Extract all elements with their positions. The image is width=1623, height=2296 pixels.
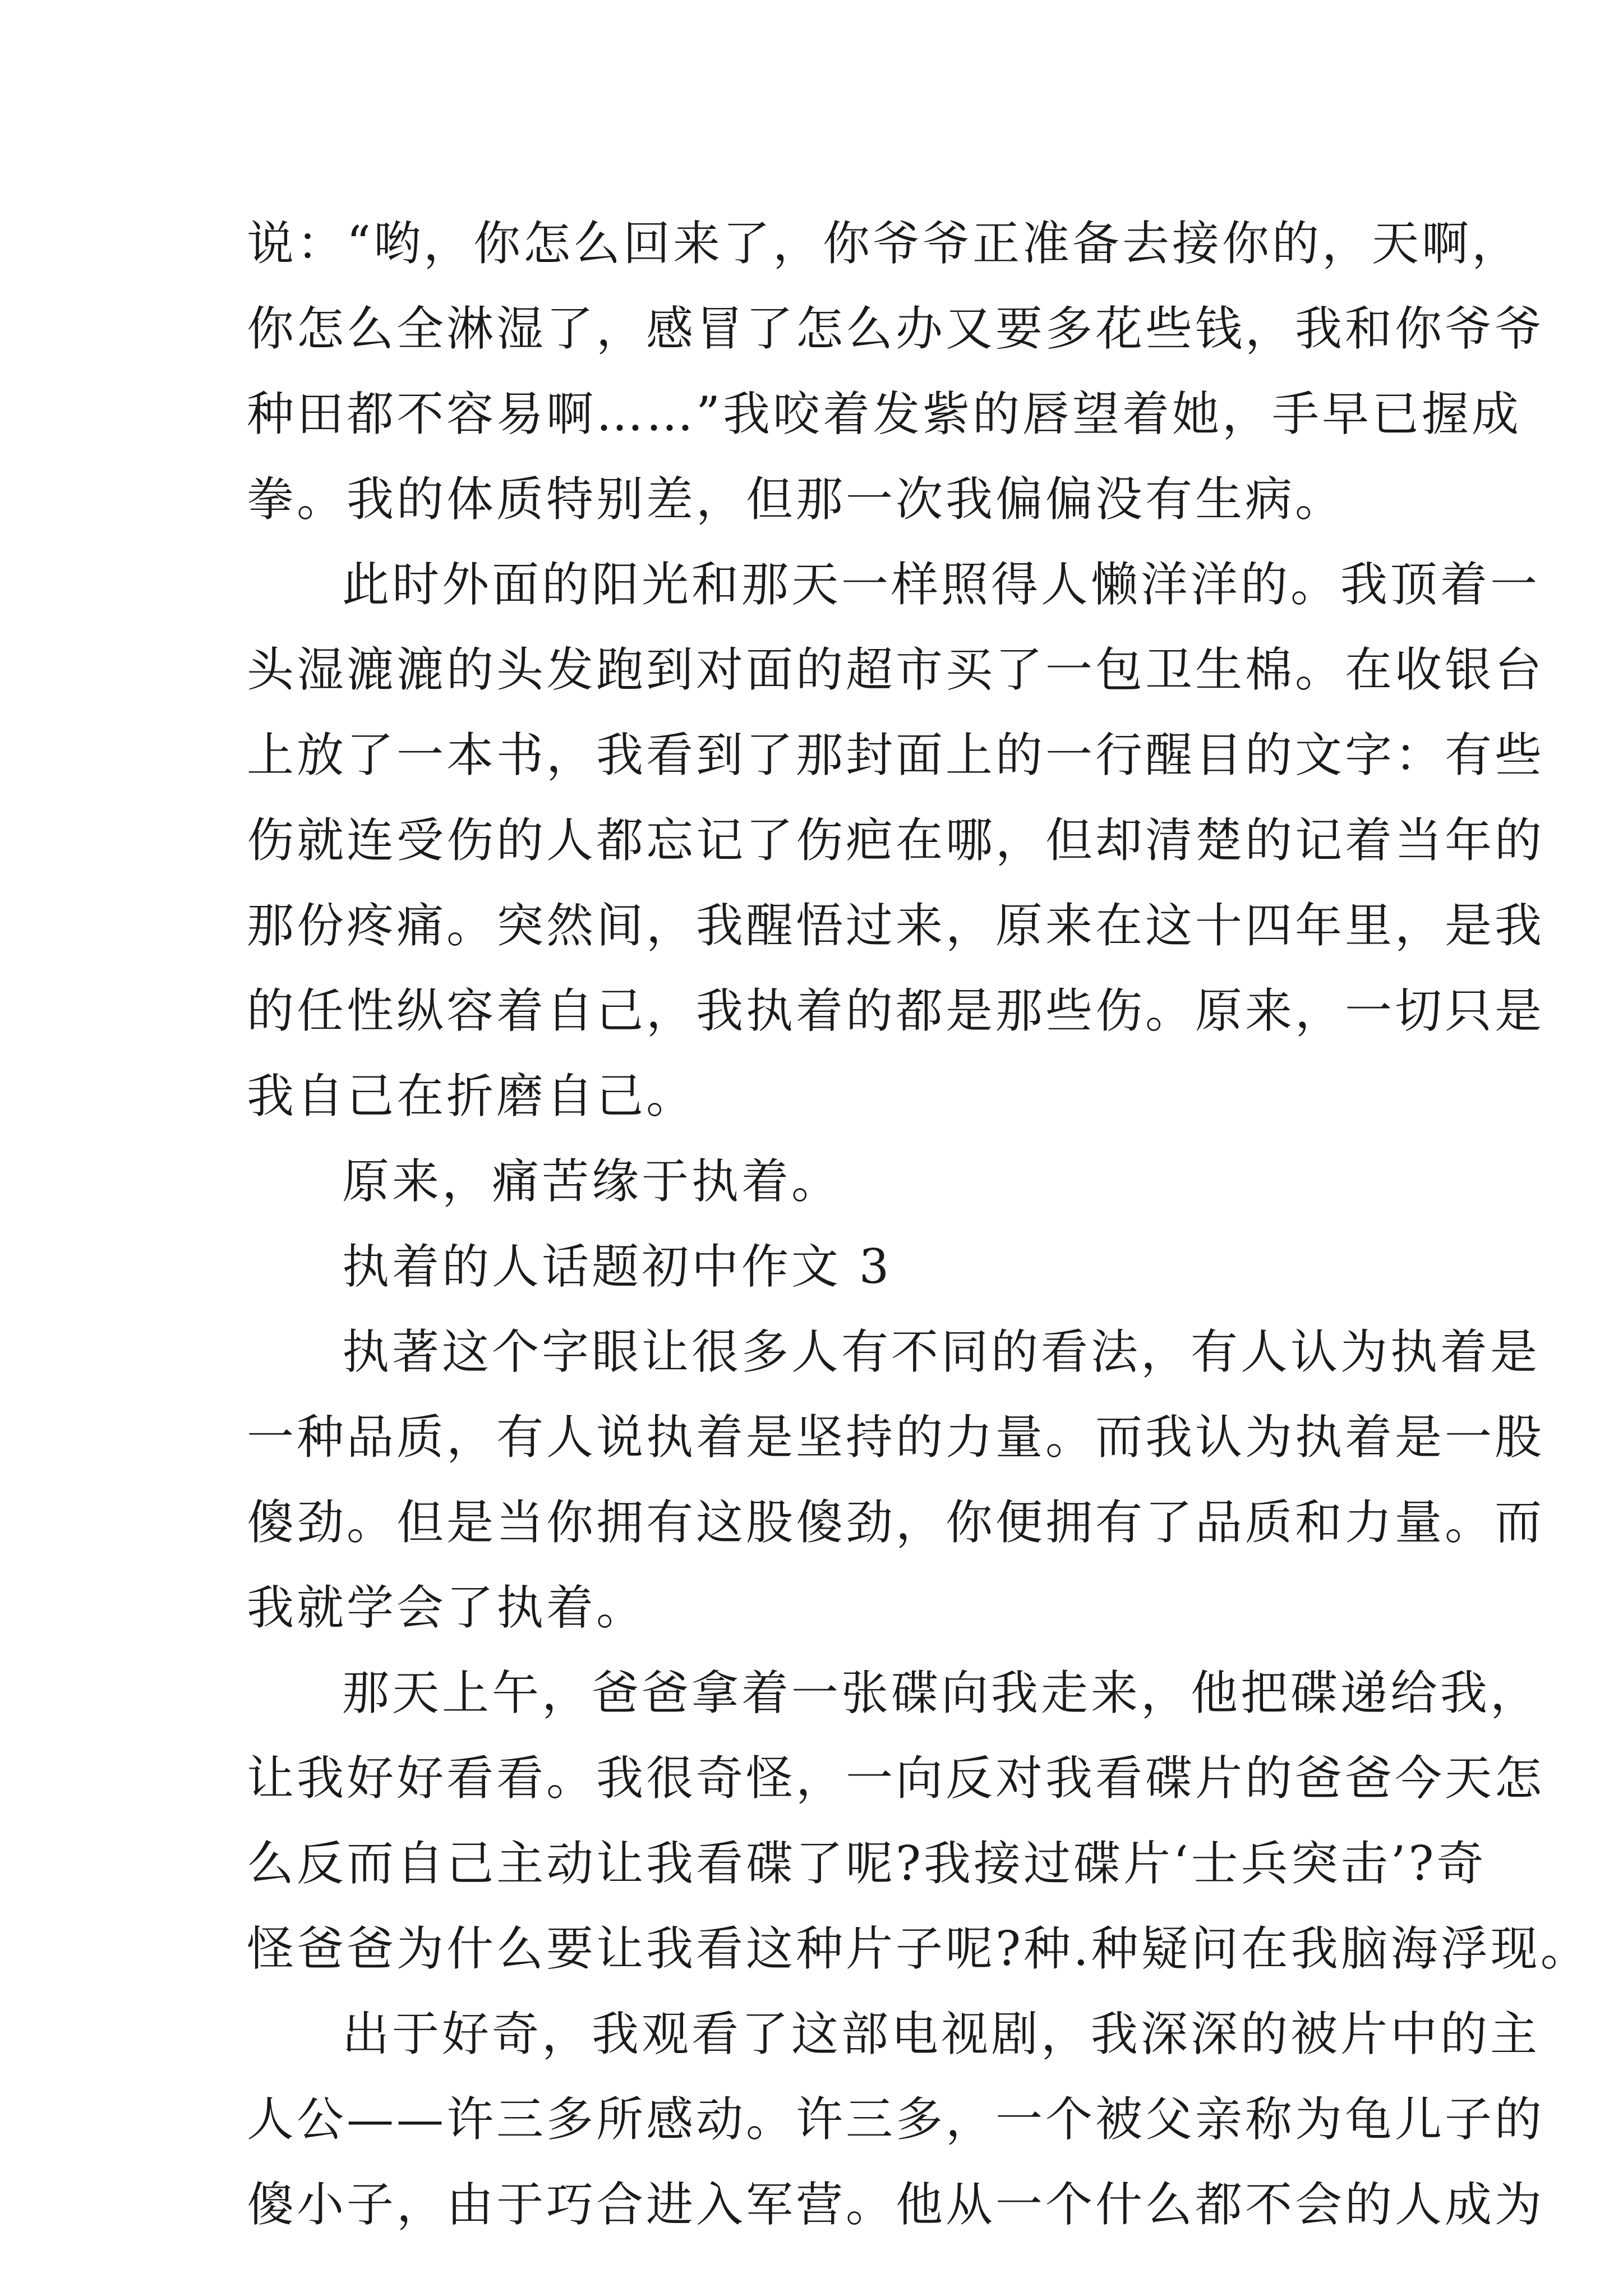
text-line: 一种品质，有人说执着是坚持的力量。而我认为执着是一股 (247, 1410, 1545, 1465)
text-line: 么反而自己主动让我看碟了呢?我接过碟片‘士兵突击’?奇 (247, 1836, 1487, 1891)
text-line: 人公——许三多所感动。许三多，一个被父亲称为龟儿子的 (247, 2092, 1545, 2147)
paragraph-start-line: 执著这个字眼让很多人有不同的看法，有人认为执着是 (342, 1324, 1541, 1379)
text-line: 你怎么全淋湿了，感冒了怎么办又要多花些钱，我和你爷爷 (247, 301, 1545, 356)
text-line: 的任性纵容着自己，我执着的都是那些伤。原来，一切只是 (247, 983, 1545, 1038)
paragraph-start-line: 出于好奇，我观看了这部电视剧，我深深的被片中的主 (342, 2007, 1541, 2062)
paragraph-start-line: 那天上午，爸爸拿着一张碟向我走来，他把碟递给我， (342, 1665, 1541, 1720)
text-line: 我就学会了执着。 (247, 1580, 647, 1635)
text-line: 我自己在折磨自己。 (247, 1069, 697, 1124)
text-line: 傻劲。但是当你拥有这股傻劲，你便拥有了品质和力量。而 (247, 1495, 1545, 1550)
text-line: 让我好好看看。我很奇怪，一向反对我看碟片的爸爸今天怎 (247, 1751, 1545, 1806)
text-line: 那份疼痛。突然间，我醒悟过来，原来在这十四年里，是我 (247, 898, 1545, 953)
text-line: 头湿漉漉的头发跑到对面的超市买了一包卫生棉。在收银台 (247, 642, 1545, 697)
text-line: 说：“哟，你怎么回来了，你爷爷正准备去接你的，天啊， (247, 216, 1521, 271)
essay-body (247, 201, 1590, 2247)
text-line: 种田都不容易啊……”我咬着发紫的唇望着她，手早已握成 (247, 386, 1521, 441)
text-line: 傻小子，由于巧合进入军营。他从一个什么都不会的人成为 (247, 2177, 1545, 2232)
text-line: 怪爸爸为什么要让我看这种片子呢?种.种疑问在我脑海浮现。 (247, 1921, 1590, 1976)
text-line: 上放了一本书，我看到了那封面上的一行醒目的文字：有些 (247, 728, 1545, 783)
text-line: 拳。我的体质特别差，但那一次我偏偏没有生病。 (247, 472, 1345, 527)
paragraph-start-line: 原来，痛苦缘于执着。 (342, 1154, 842, 1209)
text-line: 伤就连受伤的人都忘记了伤疤在哪，但却清楚的记着当年的 (247, 813, 1545, 868)
section-heading: 执着的人话题初中作文 3 (342, 1239, 892, 1294)
paragraph-start-line: 此时外面的阳光和那天一样照得人懒洋洋的。我顶着一 (342, 557, 1541, 612)
